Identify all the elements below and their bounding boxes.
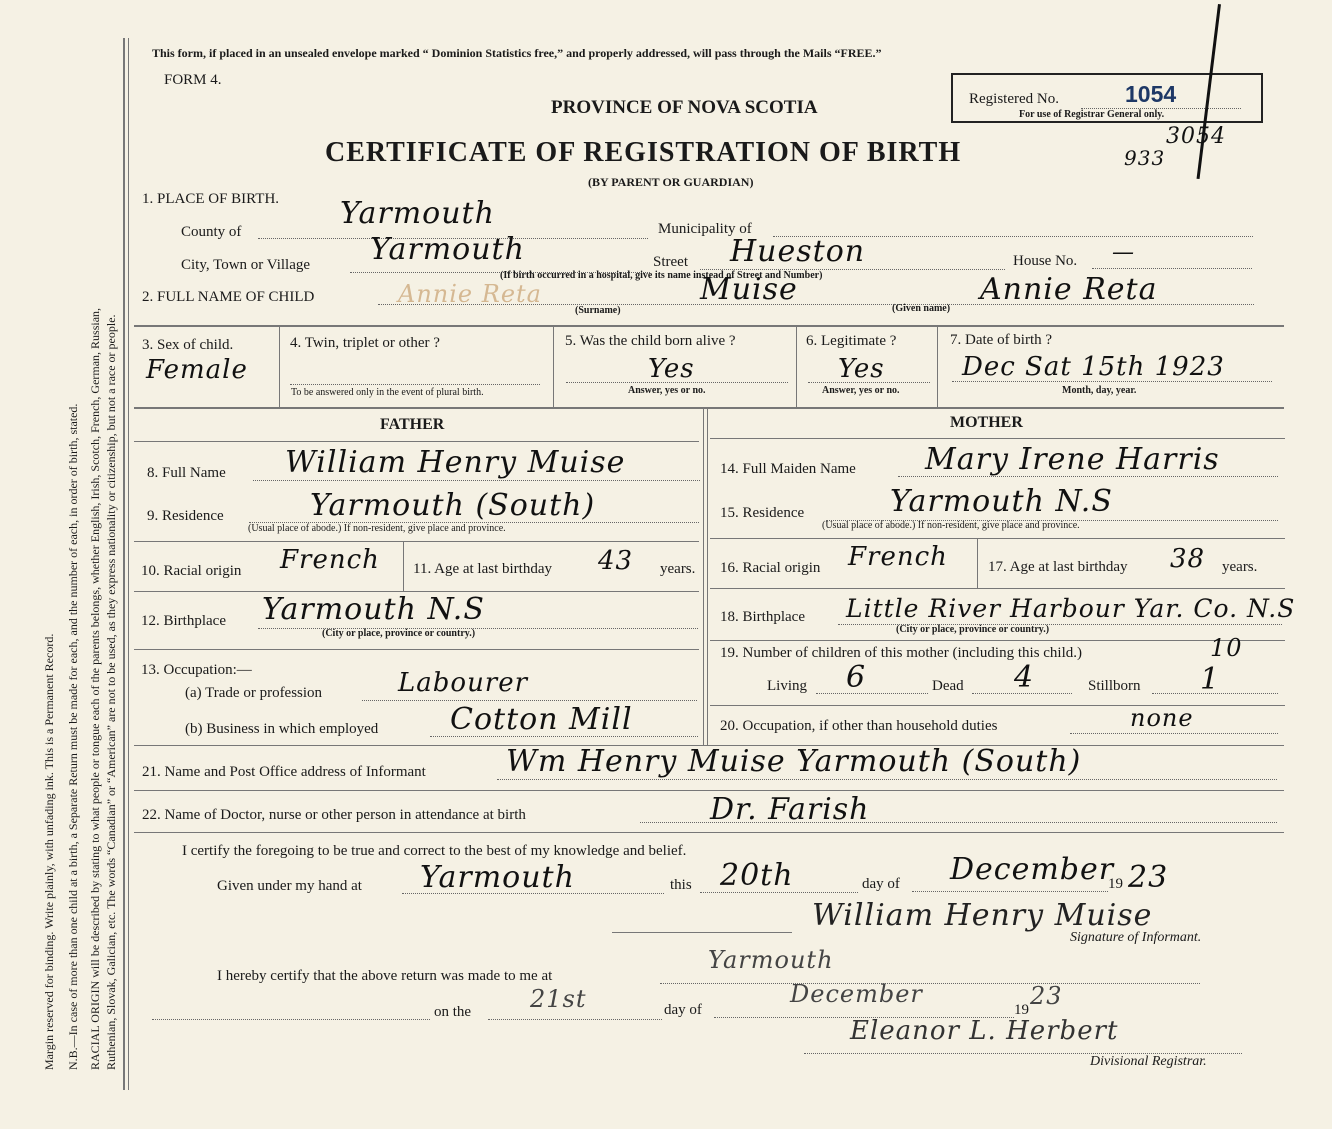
mother-stillborn-label: Stillborn bbox=[1088, 678, 1141, 694]
mother-occupation-label: 20. Occupation, if other than household duties bbox=[720, 718, 998, 734]
father-name-line bbox=[253, 480, 700, 481]
given-place-value: Yarmouth bbox=[420, 860, 575, 895]
mother-row-line-4 bbox=[710, 640, 1285, 641]
twin-note: To be answered only in the event of plural birth. bbox=[291, 387, 484, 398]
informant-label: 21. Name and Post Office address of Informant bbox=[142, 764, 426, 780]
binding-border-line-inner bbox=[128, 38, 129, 1090]
mother-name-value: Mary Irene Harris bbox=[925, 442, 1220, 477]
certify-statement: I certify the foregoing to be true and correct to the best of my knowledge and belief. bbox=[182, 843, 687, 859]
doctor-value: Dr. Farish bbox=[710, 792, 870, 827]
place-of-birth-heading: 1. PLACE OF BIRTH. bbox=[142, 191, 280, 207]
row3-divider-2 bbox=[553, 325, 554, 407]
mother-row-line-2 bbox=[710, 538, 1285, 539]
margin-note-multiple-births: N.B.—In case of more than one child at a birth, a Separate Return must be made for each, and the number of each, in order of birth, stated. bbox=[66, 403, 80, 1070]
certificate-title: CERTIFICATE OF REGISTRATION OF BIRTH bbox=[325, 137, 962, 168]
year-prefix: 19 bbox=[1108, 876, 1123, 892]
reg-year-value: 23 bbox=[1030, 982, 1063, 1010]
mother-racial-label: 16. Racial origin bbox=[720, 560, 821, 576]
informant-signature: William Henry Muise bbox=[812, 898, 1153, 933]
mother-occupation-value: none bbox=[1130, 704, 1194, 732]
alive-value: Yes bbox=[648, 354, 695, 384]
doctor-top-line bbox=[134, 790, 1284, 791]
given-name-caption: (Given name) bbox=[892, 303, 951, 314]
mother-name-label: 14. Full Maiden Name bbox=[720, 461, 856, 477]
registrar-signature: Eleanor L. Herbert bbox=[850, 1016, 1119, 1046]
mother-row-line-1 bbox=[710, 438, 1285, 439]
middle-divider bbox=[703, 409, 704, 745]
mother-occupation-line bbox=[1070, 733, 1278, 734]
day-of-label: day of bbox=[862, 876, 900, 892]
father-trade-value: Labourer bbox=[398, 668, 529, 698]
month-line bbox=[912, 891, 1108, 892]
father-heading: FATHER bbox=[380, 416, 445, 433]
county-label: County of bbox=[181, 224, 242, 240]
municipality-label: Municipality of bbox=[658, 221, 752, 237]
father-row-line-4 bbox=[134, 649, 699, 650]
father-residence-value: Yarmouth (South) bbox=[310, 488, 596, 523]
father-racial-value: French bbox=[280, 545, 380, 575]
dob-caption: Month, day, year. bbox=[1062, 385, 1137, 396]
father-birthplace-label: 12. Birthplace bbox=[141, 613, 226, 629]
child-name-label: 2. FULL NAME OF CHILD bbox=[142, 289, 315, 305]
street-label: Street bbox=[653, 254, 688, 270]
this-label: this bbox=[670, 877, 692, 893]
doctor-label: 22. Name of Doctor, nurse or other person in attendance at birth bbox=[142, 807, 526, 823]
father-birthplace-value: Yarmouth N.S bbox=[262, 592, 485, 627]
margin-note-binding: Margin reserved for binding. Write plainly, with unfading ink. This is a Permanent Record. bbox=[42, 633, 56, 1070]
county-value: Yarmouth bbox=[340, 196, 495, 231]
city-label: City, Town or Village bbox=[181, 257, 311, 273]
given-label: Given under my hand at bbox=[217, 878, 362, 894]
registration-box bbox=[951, 73, 1263, 123]
street-value: Hueston bbox=[730, 234, 866, 269]
dob-label: 7. Date of birth ? bbox=[950, 332, 1053, 348]
father-row-line-1 bbox=[134, 441, 699, 442]
legitimate-label: 6. Legitimate ? bbox=[806, 333, 897, 349]
legitimate-value: Yes bbox=[838, 354, 885, 384]
father-years-label: years. bbox=[660, 561, 696, 577]
row3-divider-3 bbox=[796, 325, 797, 407]
father-age-value: 43 bbox=[598, 546, 634, 576]
legitimate-caption: Answer, yes or no. bbox=[822, 385, 900, 396]
handwritten-number-2: 933 bbox=[1124, 146, 1166, 170]
father-trade-line bbox=[362, 700, 697, 701]
doctor-bottom-line bbox=[134, 832, 1284, 833]
registrar-statement: I hereby certify that the above return was made to me at bbox=[217, 968, 553, 984]
alive-caption: Answer, yes or no. bbox=[628, 385, 706, 396]
year-value: 23 bbox=[1128, 860, 1169, 895]
house-value: — bbox=[1112, 240, 1135, 265]
mother-age-value: 38 bbox=[1170, 544, 1206, 574]
child-name-struck: Annie Reta bbox=[398, 280, 542, 308]
informant-value: Wm Henry Muise Yarmouth (South) bbox=[506, 744, 1082, 779]
house-label: House No. bbox=[1013, 253, 1078, 269]
signature-line bbox=[612, 932, 792, 933]
reg-day-line bbox=[488, 1019, 662, 1020]
twin-line bbox=[290, 384, 540, 385]
signature-caption: Signature of Informant. bbox=[1070, 930, 1202, 945]
province-heading: PROVINCE OF NOVA SCOTIA bbox=[551, 97, 818, 118]
mother-living-line bbox=[816, 693, 928, 694]
registrar-caption: Divisional Registrar. bbox=[1090, 1054, 1207, 1069]
informant-line bbox=[497, 779, 1277, 780]
mother-row-line-3 bbox=[710, 588, 1285, 589]
day-value: 20th bbox=[720, 858, 794, 893]
father-racial-label: 10. Racial origin bbox=[141, 563, 242, 579]
binding-border-line bbox=[123, 38, 125, 1090]
mother-heading: MOTHER bbox=[950, 414, 1023, 431]
middle-divider-2 bbox=[707, 409, 708, 745]
surname-caption: (Surname) bbox=[575, 305, 621, 316]
margin-note-racial-origin-2: Ruthenian, Slovak, Galician, etc. The words “Canadian” or “American” are not to be used, as they express nationality or citizenship, but not a race or people. bbox=[104, 314, 118, 1070]
mother-birthplace-label: 18. Birthplace bbox=[720, 609, 805, 625]
registrar-place-line bbox=[660, 983, 1200, 984]
registrar-note: For use of Registrar General only. bbox=[1019, 109, 1165, 120]
mother-age-divider bbox=[977, 538, 978, 588]
mother-row-line-5 bbox=[710, 705, 1285, 706]
child-surname: Muise bbox=[700, 272, 798, 307]
alive-label: 5. Was the child born alive ? bbox=[565, 333, 736, 349]
father-age-divider bbox=[403, 541, 404, 591]
father-row-line-2 bbox=[134, 541, 699, 542]
mother-residence-note: (Usual place of abode.) If non-resident, give place and province. bbox=[822, 520, 1080, 531]
mother-residence-label: 15. Residence bbox=[720, 505, 805, 521]
mother-dead-label: Dead bbox=[932, 678, 964, 694]
mother-residence-value: Yarmouth N.S bbox=[890, 484, 1113, 519]
mother-racial-value: French bbox=[848, 542, 948, 572]
mother-dead-value: 4 bbox=[1014, 660, 1035, 695]
father-birthplace-note: (City or place, province or country.) bbox=[322, 628, 476, 639]
registered-label: Registered No. bbox=[969, 91, 1059, 107]
row3-top-border bbox=[134, 325, 1284, 327]
mother-stillborn-value: 1 bbox=[1200, 662, 1221, 697]
registered-number: 1054 bbox=[1125, 81, 1177, 107]
father-business-label: (b) Business in which employed bbox=[185, 721, 379, 737]
sex-label: 3. Sex of child. bbox=[142, 337, 234, 353]
father-residence-label: 9. Residence bbox=[147, 508, 224, 524]
mother-children-value: 10 bbox=[1210, 634, 1243, 662]
father-age-label: 11. Age at last birthday bbox=[413, 561, 552, 577]
month-value: December bbox=[950, 852, 1115, 887]
mail-notice: This form, if placed in an unsealed envelope marked “ Dominion Statistics free,” and properly addressed, will pass through the Mails “FREE.” bbox=[152, 46, 882, 60]
reg-day-of-label: day of bbox=[664, 1002, 702, 1018]
certificate-subtitle: (BY PARENT OR GUARDIAN) bbox=[588, 175, 754, 189]
form-number: FORM 4. bbox=[164, 72, 222, 88]
row3-divider-4 bbox=[937, 325, 938, 407]
mother-age-label: 17. Age at last birthday bbox=[988, 559, 1128, 575]
margin-note-racial-origin-1: RACIAL ORIGIN will be described by stating to what people or tongue each of the parents belongs, whether English, Irish, Scotch, French, German, Russian, bbox=[88, 307, 102, 1070]
row3-bottom-border bbox=[134, 407, 1284, 409]
reg-day-value: 21st bbox=[530, 985, 587, 1013]
handwritten-number-1: 3054 bbox=[1166, 124, 1226, 149]
father-business-value: Cotton Mill bbox=[450, 702, 633, 737]
mother-children-label: 19. Number of children of this mother (including this child.) bbox=[720, 645, 1083, 661]
row3-divider-1 bbox=[279, 325, 280, 407]
reg-year-prefix: 19 bbox=[1014, 1002, 1029, 1018]
hospital-note: (If birth occurred in a hospital, give its name instead of Street and Number) bbox=[500, 270, 823, 281]
twin-label: 4. Twin, triplet or other ? bbox=[290, 335, 440, 351]
mother-years-label: years. bbox=[1222, 559, 1258, 575]
father-residence-note: (Usual place of abode.) If non-resident, give place and province. bbox=[248, 523, 506, 534]
mother-birthplace-value: Little River Harbour Yar. Co. N.S bbox=[846, 594, 1296, 623]
reg-month-value: December bbox=[790, 980, 923, 1008]
dob-value: Dec Sat 15th 1923 bbox=[962, 352, 1225, 382]
mother-living-label: Living bbox=[767, 678, 807, 694]
registrar-place-value: Yarmouth bbox=[708, 946, 834, 974]
child-given-name: Annie Reta bbox=[980, 272, 1158, 307]
city-value: Yarmouth bbox=[370, 232, 525, 267]
house-line bbox=[1092, 268, 1252, 269]
sex-value: Female bbox=[146, 355, 248, 385]
father-name-value: William Henry Muise bbox=[285, 445, 626, 480]
father-occupation-label: 13. Occupation:— bbox=[141, 662, 252, 678]
on-the-label: on the bbox=[434, 1004, 472, 1020]
registrar-lead-line bbox=[152, 1019, 430, 1020]
mother-birthplace-note: (City or place, province or country.) bbox=[896, 624, 1050, 635]
mother-living-value: 6 bbox=[846, 660, 867, 695]
father-trade-label: (a) Trade or profession bbox=[185, 685, 323, 701]
father-name-label: 8. Full Name bbox=[147, 465, 226, 481]
